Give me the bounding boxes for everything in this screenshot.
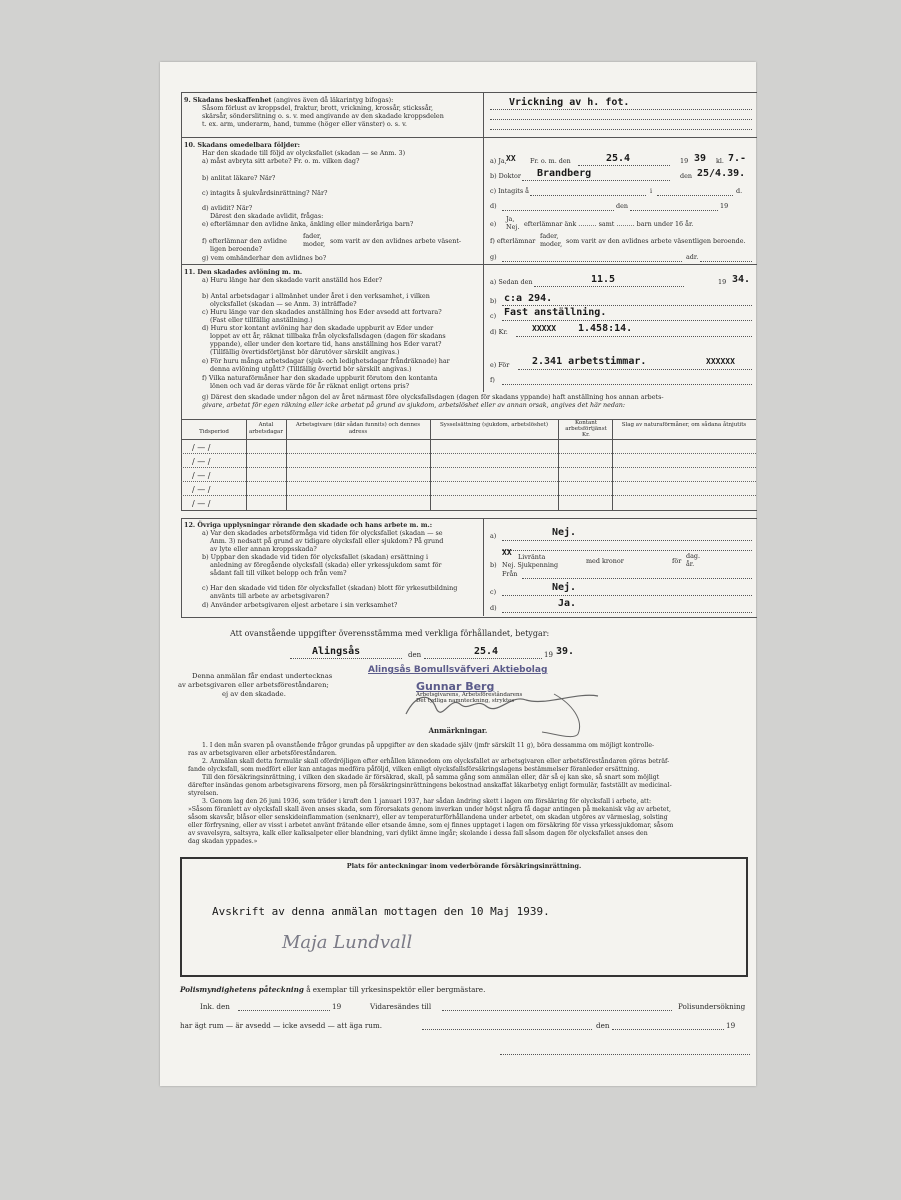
table-row-period: / — / — [192, 499, 211, 508]
s10-question-b: b) anlitat läkare? När? — [202, 174, 276, 182]
remark-3-cont: eller förfrysning, eller av visst i arbetet använt frätande eller etsande ämne, som ej finnes upptaget i lagen om försäkring för vissa yrkessjukdomar, såsom — [188, 822, 674, 829]
remark-2-cont: styrelsen. — [188, 790, 219, 797]
s11-e-struck: XXXXXX — [706, 357, 735, 366]
s12-a-value: Nej. — [552, 527, 577, 538]
attest-note-3: ej av den skadade. — [222, 690, 286, 698]
s10-a-date: 25.4 — [606, 153, 631, 164]
attest-place: Alingsås — [312, 646, 361, 657]
injury-answer: Vrickning av h. fot. — [509, 97, 630, 108]
section-11-title: 11. Den skadades avlöning m. m. — [184, 268, 303, 276]
table-top — [181, 419, 756, 420]
table-header-period: Tidsperiod — [199, 429, 229, 435]
answer-line — [422, 1029, 592, 1030]
section-9-line: Såsom förlust av kroppsdel, fraktur, brott, vrickning, krossår, stickssår, — [202, 104, 434, 112]
table-header-days: Antal arbetsdagar — [249, 422, 283, 435]
s11-question-b: b) Antal arbetsdagar i allmänhet under året i den verksamhet, i vilken — [202, 292, 430, 300]
answer-line — [502, 261, 682, 262]
attest-statement: Att ovanstående uppgifter överensstämma med verkliga förhållandet, betygar: — [230, 629, 550, 638]
remark-1-cont: ras av arbetsgivaren eller arbetsföreståndaren. — [188, 750, 337, 757]
police-year: 19 — [332, 1002, 342, 1011]
answer-line — [518, 369, 752, 370]
table-row-line — [181, 453, 756, 454]
s12-b-fran: Från — [502, 570, 518, 578]
s10-a-from: Fr. o. m. den — [530, 157, 571, 165]
police-investigation: Polisundersökning — [678, 1002, 746, 1011]
answer-line — [502, 550, 752, 551]
table-row-line — [181, 495, 756, 496]
s10-question-f-rest: som varit av den avlidnes arbete väsent- — [330, 237, 462, 245]
s11-a-year-label: 19 — [718, 278, 727, 286]
remark-2-cont: Till den försäkringsinrättning, i vilken den skadade är försäkrad, skall, på samma gång som anmälan eller, där så ej kan ske, så snart som möjligt — [202, 774, 660, 781]
s12-question-c-cont: använts till arbete av arbetsgivaren? — [210, 592, 330, 600]
answer-line — [657, 195, 733, 196]
section-9-line: t. ex. arm, underarm, hand, tumme (höger eller vänster) o. s. v. — [202, 120, 407, 128]
s12-question-b-cont: sådant fall till vilket belopp och från vem? — [210, 569, 347, 577]
s10-a-struck: XX — [506, 154, 516, 163]
table-header-employer: Arbetsgivare (där sådan funnits) och dennes adress — [295, 422, 421, 435]
table-row-line — [181, 467, 756, 468]
s12-question-a-cont: av lyte eller annan kroppsskada? — [210, 545, 317, 553]
s10-b-date: 25/4.39. — [697, 168, 746, 179]
table-col — [558, 419, 559, 510]
s12-b-for: för — [672, 557, 682, 565]
s11-c-label: c) — [490, 312, 497, 320]
remark-3-cont: såsom skavsår, blåsor eller senskideinflammation (senknarr), eller av temperaturförhållandena under arbetet, om skadan utgöres av värmeslag, solsting — [188, 814, 668, 821]
s12-b-med: med kronor — [586, 557, 624, 565]
s11-b-label: b) — [490, 297, 497, 305]
s10-d-label: d) — [490, 202, 497, 210]
section-12-divider — [483, 518, 484, 616]
table-col — [430, 419, 431, 510]
s11-a-label: a) Sedan den — [490, 278, 533, 286]
answer-line — [578, 165, 670, 166]
s11-f-label: f) — [490, 376, 495, 384]
s12-c-label: c) — [490, 588, 497, 596]
s12-question-b: b) Uppbar den skadade vid tiden för olycksfallet (skadan) ersättning i — [202, 553, 429, 561]
s10-f-text: som varit av den avlidnes arbete väsentligen beroende. — [566, 237, 746, 245]
police-title: Polismyndighetens påteckning å exemplar till yrkesinspektör eller bergmästare. — [180, 985, 486, 994]
attest-year-label: 19 — [544, 651, 553, 659]
answer-line — [502, 305, 752, 306]
form-sheet — [160, 62, 756, 1086]
s12-b-dag: dag. år. — [686, 552, 701, 568]
police-ink: Ink. den — [200, 1002, 230, 1011]
remark-3-cont: dag skadan yppades.» — [188, 838, 258, 845]
remark-2: 2. Anmälan skall detta formulär skall ofördröjligen efter erhållen kännedom om olycksfallet av arbetsgivaren eller arbetsföreståndaren göras beträf- — [202, 758, 670, 765]
signature-caption: Arbetsgivarens, Arbetsföreståndarens — [416, 692, 523, 698]
table-header-bottom — [181, 439, 756, 440]
s10-c-i: i — [650, 187, 653, 195]
s11-question-c: c) Huru länge var den skadades anställning hos Eder avsedd att fortvara? — [202, 308, 442, 316]
remark-3-cont: »Såsom föranlett av olycksfall skall även anses skada, som förorsakats genom inverkan under högst några få dagar antingen på mekanisk väg av arbetet, — [188, 806, 671, 813]
s10-e-janej: Ja, Nej. — [506, 215, 520, 231]
answer-line — [522, 578, 752, 579]
s11-question-g-cont: givare, arbetat för egen räkning eller icke arbetat på grund av sjukdom, arbetslöshet eller av annan orsak, angives det här nedan: — [202, 401, 626, 409]
s12-question-a-cont: Anm. 3) nedsatt på grund av tidigare olycksfall eller sjukdom? På grund — [210, 537, 444, 545]
s10-question-f-fm: fader, moder, — [303, 232, 326, 248]
s10-f-label: f) efterlämnar — [490, 237, 536, 245]
remark-2-cont: fande olycksfall, som medfört eller kan antagas medföra påföljd, vilken enligt olycksfallsförsäkringslagens bestämmelser föranleder ersättning. — [188, 766, 640, 773]
table-col — [286, 419, 287, 510]
s10-b-doctor: Brandberg — [537, 168, 592, 179]
s11-d-label: d) Kr. — [490, 328, 508, 336]
s11-question-f: f) Vilka naturaförmåner har den skadade uppburit förutom den kontanta — [202, 374, 438, 382]
answer-line — [442, 1010, 672, 1011]
s10-a-year-label: 19 — [680, 157, 689, 165]
s11-c-value: Fast anställning. — [504, 307, 607, 318]
answer-line — [502, 595, 752, 596]
s11-question-e-cont: denna avlöning utgått? (Tillfällig övertid bör särskilt angivas.) — [210, 365, 412, 373]
s12-question-b-cont: anledning av föregående olycksfall (skada) eller yrkessjukdom samt för — [210, 561, 442, 569]
s11-question-f-cont: lönen och vad är deras värde för år räknat enligt ortens pris? — [210, 382, 410, 390]
s11-e-label: e) För — [490, 361, 510, 369]
s11-question-b-cont: olycksfallet (skadan — se Anm. 3) inträffade? — [210, 300, 357, 308]
remark-3: 3. Genom lag den 26 juni 1936, som träder i kraft den 1 januari 1937, har sådan ändring skett i lagen om försäkring för olycksfall i arbete, att: — [202, 798, 652, 805]
police-forwarded: Vidaresändes till — [370, 1002, 432, 1011]
s12-b-livranta: Livränta — [518, 553, 546, 561]
company-stamp-name: Gunnar Berg — [416, 680, 495, 693]
s10-d-den: den — [616, 202, 628, 210]
table-col — [612, 419, 613, 510]
table-row-period: / — / — [192, 443, 211, 452]
attest-date: 25.4 — [474, 646, 499, 657]
police-den: den — [596, 1021, 610, 1030]
insurance-box-title: Plats för anteckningar inom vederbörande försäkringsinrättning. — [346, 862, 582, 870]
answer-line — [700, 261, 752, 262]
insurance-box-signature: Maja Lundvall — [282, 932, 413, 953]
answer-line — [490, 119, 752, 120]
s10-d-year: 19 — [720, 202, 729, 210]
table-col — [246, 419, 247, 510]
answer-line — [522, 180, 670, 181]
s11-d-struck: XXXXX — [532, 324, 557, 333]
police-year-2: 19 — [726, 1021, 736, 1030]
answer-line — [502, 320, 752, 321]
answer-line — [500, 1054, 750, 1055]
answer-line — [502, 540, 752, 541]
remark-2-cont: därefter insändas genom arbetsgivarens försorg, men på försäkringsinrättningens bekostnad anskaffat läkarbetyg enligt formulär, fastställt av medicinal- — [188, 782, 672, 789]
s10-f-fm: fader, moder, — [540, 232, 563, 248]
section-10-divider — [483, 136, 484, 264]
attest-den: den — [408, 651, 422, 659]
s10-question-g: g) vem omhänderhar den avlidnes bo? — [202, 254, 327, 262]
s12-c-value: Nej. — [552, 582, 577, 593]
s10-c-d: d. — [736, 187, 743, 195]
answer-line — [534, 286, 684, 287]
s11-a-year: 34. — [732, 274, 751, 285]
table-row-period: / — / — [192, 485, 211, 494]
s10-question-d-note: Därest den skadade avlidit, frågas: — [210, 212, 324, 220]
s11-question-d: d) Huru stor kontant avlöning har den skadade uppburit av Eder under — [202, 324, 434, 332]
section-9-divider — [483, 92, 484, 136]
section-12-title: 12. Övriga upplysningar rörande den skadade och hans arbete m. m.: — [184, 521, 433, 529]
table-header-benefits: Slag av naturaförmåner, om sådana åtnjutits — [621, 422, 747, 428]
remark-1: 1. I den mån svaren på ovanstående frågor grundas på uppgifter av den skadade själv (jmfr särskilt 11 g), böra dessamma om möjligt kontrolle- — [202, 742, 655, 749]
s11-e-value: 2.341 arbetstimmar. — [532, 356, 647, 367]
s10-question-d: d) avlidit? När? — [202, 204, 253, 212]
table-row-line — [181, 481, 756, 482]
table-header-earnings: Kontant arbetsförtjänst Kr. — [565, 420, 607, 438]
s12-question-a: a) Var den skadades arbetsförmåga vid tiden för olycksfallet (skadan — se — [202, 529, 443, 537]
section-9-line: skärsår, sönderslitning o. s. v. med angivande av den skadade kroppsdelen — [202, 112, 444, 120]
attest-year: 39. — [556, 646, 575, 657]
s10-g-adr: adr. — [686, 253, 699, 261]
s10-e-label: e) — [490, 220, 497, 228]
s10-g-label: g) — [490, 253, 497, 261]
answer-line — [630, 210, 718, 211]
s11-question-d-cont: yppande), eller under den kortare tid, hans anställning hos Eder varat? — [210, 340, 442, 348]
answer-line — [238, 1010, 330, 1011]
s12-b-struck: XX — [502, 548, 512, 557]
answer-line — [516, 336, 752, 337]
s10-a-label: a) Ja, — [490, 157, 507, 165]
answer-line — [424, 658, 542, 659]
answer-line — [530, 195, 646, 196]
s10-b-label: b) Doktor — [490, 172, 521, 180]
s11-question-g: g) Därest den skadade under någon del av året närmast före olycksfallsdagen (dagen för skadans yppande) haft anställning hos annan arbets- — [202, 393, 664, 401]
s10-question-f-cont: ligen beroende? — [210, 245, 263, 253]
s12-question-d: d) Använder arbetsgivaren eljest arbetare i sin verksamhet? — [202, 601, 398, 609]
attest-note-1: Denna anmälan får endast undertecknas — [192, 672, 333, 680]
table-header-occupation: Sysselsättning (sjukdom, arbetslöshet) — [439, 422, 549, 428]
s10-e-text: efterlämnar änk ......... samt ......... barn under 16 år. — [524, 220, 694, 228]
s12-a-label: a) — [490, 532, 497, 540]
answer-line — [290, 658, 402, 659]
s11-d-value: 1.458:14. — [578, 323, 633, 334]
s11-question-d-cont: (Tillfällig övertidsförtjänst bör därutöver särskilt angivas.) — [210, 348, 400, 356]
table-row-period: / — / — [192, 457, 211, 466]
s12-b-sjukpenning: Nej. Sjukpenning — [502, 561, 559, 569]
answer-line — [502, 384, 752, 385]
section-11-divider — [483, 264, 484, 392]
answer-line — [502, 612, 752, 613]
s11-a-date: 11.5 — [591, 274, 616, 285]
s12-d-value: Ja. — [558, 598, 577, 609]
s10-question: Har den skadade till följd av olycksfallet (skadan — se Anm. 3) — [202, 149, 406, 157]
section-9-title: 9. Skadans beskaffenhet (angives även då läkarintyg bifogas): — [184, 96, 394, 104]
s10-c-label: c) Intagits å — [490, 187, 529, 195]
answer-line — [490, 109, 752, 110]
insurance-box-typed-note: Avskrift av denna anmälan mottagen den 10 Maj 1939. — [212, 905, 550, 918]
s11-b-value: c:a 294. — [504, 293, 553, 304]
s11-question-c-cont: (Fast eller tillfällig anställning.) — [210, 316, 313, 324]
s10-a-kl: kl. — [716, 157, 724, 165]
answer-line — [612, 1029, 724, 1030]
signature-caption: Det tydliga namnteckning, stryktes — [416, 698, 515, 704]
attest-note-2: av arbetsgivaren eller arbetsföreståndaren; — [178, 681, 329, 689]
remarks-title: Anmärkningar. — [428, 726, 488, 735]
s10-question-f: f) efterlämnar den avlidne — [202, 237, 287, 245]
s11-question-a: a) Huru länge har den skadade varit anställd hos Eder? — [202, 276, 383, 284]
s11-question-e: e) För huru många arbetsdagar (sjuk- och ledighetsdagar fråndräknade) har — [202, 357, 450, 365]
table-row-period: / — / — [192, 471, 211, 480]
s12-question-c: c) Har den skadade vid tiden för olycksfallet (skadan) blott för yrkesutbildning — [202, 584, 458, 592]
s10-question-e: e) efterlämnar den avlidne änka, änkling eller minderåriga barn? — [202, 220, 414, 228]
s10-question-a: a) måst avbryta sitt arbete? Fr. o. m. vilken dag? — [202, 157, 360, 165]
s10-a-year: 39 — [694, 153, 707, 164]
company-stamp: Alingsås Bomullsväfveri Aktiebolag — [368, 665, 548, 675]
section-10-title: 10. Skadans omedelbara följder: — [184, 141, 301, 149]
police-status: har ägt rum — är avsedd — icke avsedd — att äga rum. — [180, 1021, 383, 1030]
s10-question-c: c) intagits å sjukvårdsinrättning? När? — [202, 189, 328, 197]
s10-a-time: 7.- — [728, 153, 747, 164]
s10-b-den: den — [680, 172, 692, 180]
remark-3-cont: av svavelsyra, saltsyra, kalk eller kalksalpeter eller blandning, vari dylikt ämne ingår; skolande i dessa fall såsom dagen för olycksfallet anses den — [188, 830, 648, 837]
answer-line — [502, 210, 614, 211]
s12-b-label: b) — [490, 561, 497, 569]
s12-d-label: d) — [490, 604, 497, 612]
answer-line — [490, 129, 752, 130]
s11-question-d-cont: loppet av ett år, räknat tillbaka från olycksfallsdagen (dagen för skadans — [210, 332, 446, 340]
